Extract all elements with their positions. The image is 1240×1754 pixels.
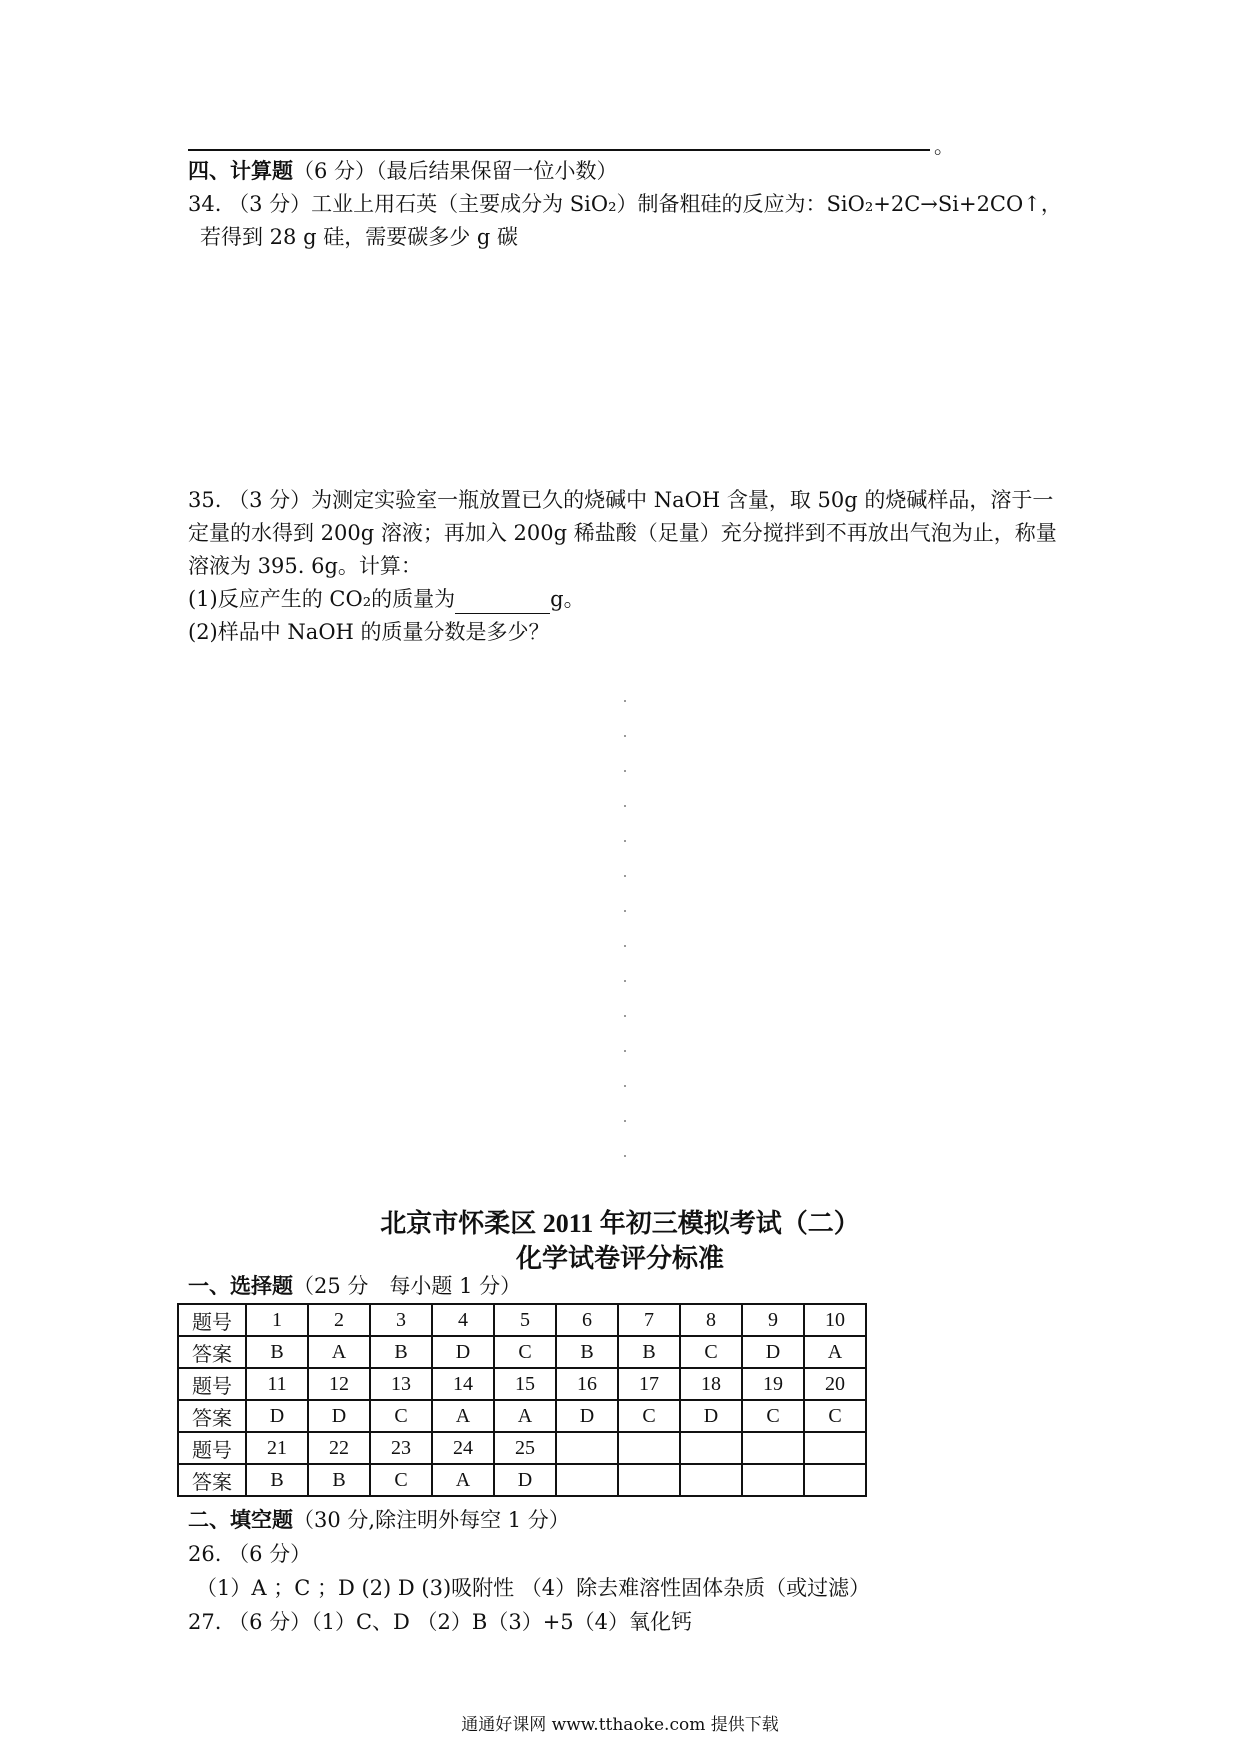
question-number: 6 <box>556 1304 618 1336</box>
answer-cell: B <box>246 1336 308 1368</box>
answer-cell: A <box>804 1336 866 1368</box>
question-number: 23 <box>370 1432 432 1464</box>
section1-title: 一、选择题 <box>188 1273 293 1298</box>
q35-line1: 35. （3 分）为测定实验室一瓶放置已久的烧碱中 NaOH 含量，取 50g 的烧碱样品，溶于一 <box>188 488 1054 512</box>
answer-cell: D <box>432 1336 494 1368</box>
empty-cell <box>556 1464 618 1496</box>
question-number: 20 <box>804 1368 866 1400</box>
question-number: 16 <box>556 1368 618 1400</box>
footer-credit: 通通好课网 www.tthaoke.com 提供下载 <box>461 1715 779 1735</box>
q34-line2: 若得到 28 g 硅，需要碳多少 g 碳 <box>200 225 518 249</box>
answer-cell: B <box>246 1464 308 1496</box>
section2-header <box>188 1505 570 1535</box>
q35-sub1-text: (1)反应产生的 CO₂的质量为 <box>188 587 456 611</box>
question-number: 22 <box>308 1432 370 1464</box>
question-number: 21 <box>246 1432 308 1464</box>
section4-title: 四、计算题 <box>188 158 293 183</box>
question-number: 13 <box>370 1368 432 1400</box>
scan-dot <box>624 1050 626 1052</box>
table-row <box>178 1432 866 1464</box>
q35-sub1-unit: g。 <box>550 587 585 611</box>
question-number: 8 <box>680 1304 742 1336</box>
scan-dot <box>624 945 626 947</box>
empty-cell <box>618 1464 680 1496</box>
row-label-question: 题号 <box>178 1368 246 1400</box>
empty-cell <box>556 1432 618 1464</box>
empty-cell <box>804 1432 866 1464</box>
answer-cell: A <box>494 1400 556 1432</box>
question-number: 9 <box>742 1304 804 1336</box>
answer-cell: A <box>432 1464 494 1496</box>
section1-header <box>188 1271 521 1301</box>
question-number: 1 <box>246 1304 308 1336</box>
answer-cell: C <box>370 1464 432 1496</box>
empty-cell <box>680 1464 742 1496</box>
answer-blank-line <box>188 149 930 151</box>
q35-line3: 溶液为 395. 6g。计算： <box>188 554 422 578</box>
table-row <box>178 1400 866 1432</box>
answer-key-subtitle: 化学试卷评分标准 <box>515 1244 724 1273</box>
scan-dot <box>624 770 626 772</box>
answer-cell: B <box>308 1464 370 1496</box>
scan-dot <box>624 805 626 807</box>
answer-key-title: 北京市怀柔区 2011 年初三模拟考试（二） <box>380 1209 860 1238</box>
question-number: 11 <box>246 1368 308 1400</box>
row-label-question: 题号 <box>178 1432 246 1464</box>
end-period: 。 <box>934 134 954 158</box>
answer-cell: B <box>370 1336 432 1368</box>
answer-cell: D <box>680 1400 742 1432</box>
scan-dot <box>624 840 626 842</box>
table-row <box>178 1464 866 1496</box>
q35-line2: 定量的水得到 200g 溶液；再加入 200g 稀盐酸（足量）充分搅拌到不再放出气泡为止，称量 <box>188 521 1057 545</box>
question-number: 14 <box>432 1368 494 1400</box>
scan-dot <box>624 910 626 912</box>
question-number: 18 <box>680 1368 742 1400</box>
question-number: 10 <box>804 1304 866 1336</box>
question-number: 25 <box>494 1432 556 1464</box>
row-label-answer: 答案 <box>178 1400 246 1432</box>
answer-cell: B <box>556 1336 618 1368</box>
scan-dot <box>624 875 626 877</box>
scan-dot <box>624 1085 626 1087</box>
answer-cell: D <box>742 1336 804 1368</box>
scan-dot <box>624 1015 626 1017</box>
table-row <box>178 1336 866 1368</box>
answer-cell: A <box>308 1336 370 1368</box>
scan-dot <box>624 1155 626 1157</box>
question-number: 2 <box>308 1304 370 1336</box>
q35-answer-blank <box>455 591 550 614</box>
scan-dot <box>624 735 626 737</box>
empty-cell <box>742 1432 804 1464</box>
q26-head: 26. （6 分） <box>188 1542 312 1566</box>
answer-cell: C <box>618 1400 680 1432</box>
question-number: 5 <box>494 1304 556 1336</box>
question-number: 17 <box>618 1368 680 1400</box>
answer-table <box>177 1303 867 1497</box>
answer-cell: B <box>618 1336 680 1368</box>
question-number: 7 <box>618 1304 680 1336</box>
row-label-question: 题号 <box>178 1304 246 1336</box>
scan-dot <box>624 700 626 702</box>
answer-cell: D <box>246 1400 308 1432</box>
section4-header <box>188 156 618 186</box>
question-number: 24 <box>432 1432 494 1464</box>
table-row <box>178 1368 866 1400</box>
q35-sub1 <box>188 584 585 614</box>
scan-dot <box>624 1120 626 1122</box>
answer-cell: D <box>556 1400 618 1432</box>
q27-line: 27. （6 分）（1）C、D （2）B（3）+5（4）氧化钙 <box>188 1610 693 1634</box>
answer-cell: C <box>742 1400 804 1432</box>
answer-cell: C <box>680 1336 742 1368</box>
empty-cell <box>680 1432 742 1464</box>
scan-dot <box>624 980 626 982</box>
section2-note: （30 分,除注明外每空 1 分） <box>293 1508 570 1532</box>
answer-cell: C <box>494 1336 556 1368</box>
answer-cell: A <box>432 1400 494 1432</box>
row-label-answer: 答案 <box>178 1336 246 1368</box>
answer-cell: C <box>370 1400 432 1432</box>
answer-cell: C <box>804 1400 866 1432</box>
empty-cell <box>742 1464 804 1496</box>
question-number: 19 <box>742 1368 804 1400</box>
question-number: 3 <box>370 1304 432 1336</box>
q35-sub2: (2)样品中 NaOH 的质量分数是多少？ <box>188 620 550 644</box>
section4-note: （6 分）（最后结果保留一位小数） <box>293 159 618 183</box>
question-number: 4 <box>432 1304 494 1336</box>
section1-note: （25 分 每小题 1 分） <box>293 1274 522 1298</box>
answer-cell: D <box>308 1400 370 1432</box>
row-label-answer: 答案 <box>178 1464 246 1496</box>
answer-cell: D <box>494 1464 556 1496</box>
empty-cell <box>804 1464 866 1496</box>
q26-body: （1）A ；C ；D (2) D (3)吸附性 （4）除去难溶性固体杂质（或过滤） <box>196 1576 871 1600</box>
section2-title: 二、填空题 <box>188 1507 293 1532</box>
table-row <box>178 1304 866 1336</box>
empty-cell <box>618 1432 680 1464</box>
question-number: 15 <box>494 1368 556 1400</box>
question-number: 12 <box>308 1368 370 1400</box>
q34-line1: 34. （3 分）工业上用石英（主要成分为 SiO₂）制备粗硅的反应为：SiO₂+2C→Si+2CO↑， <box>188 192 1062 216</box>
